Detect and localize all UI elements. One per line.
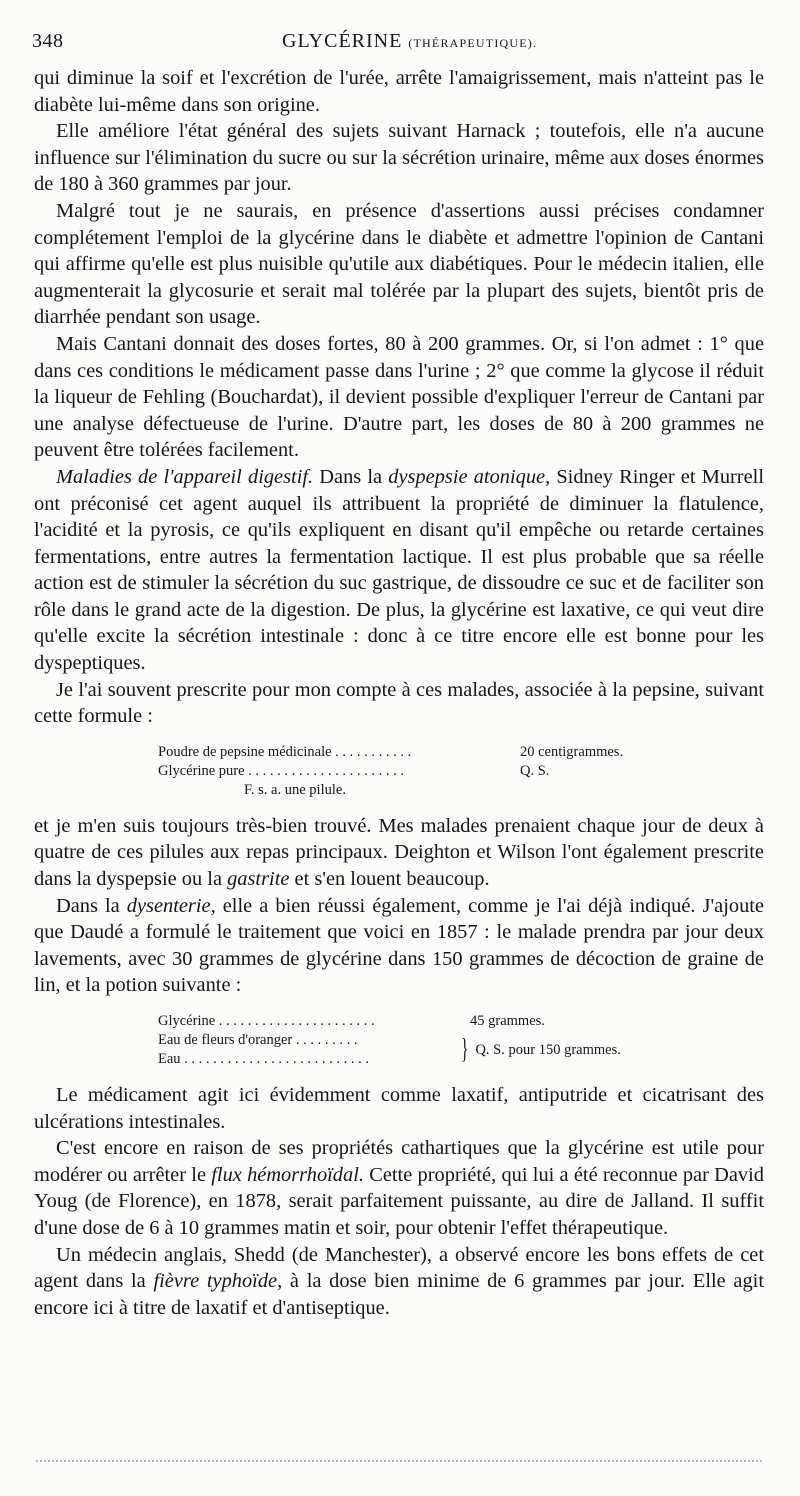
paragraph-10 bbox=[34, 1135, 764, 1241]
formula-brace-group bbox=[158, 1031, 758, 1069]
paragraph-6: Je l'ai souvent prescrite pour mon compte à ces malades, associée à la pepsine, suivant cette formule : bbox=[34, 678, 764, 728]
formula-ingredient: Glycérine . . . . . . . . . . . . . . . . . . . . . . bbox=[158, 1013, 375, 1029]
paragraph-8 bbox=[34, 893, 764, 999]
paragraph-8-text-a: Dans la bbox=[56, 894, 127, 917]
paragraph-11-text-a: Un médecin anglais, Shedd (de Manchester), a observé encore les bons effets de cet agent dans la bbox=[34, 1243, 764, 1293]
term-dysenterie: dysenterie, bbox=[126, 894, 216, 917]
paragraph-4: Mais Cantani donnait des doses fortes, 80 à 200 grammes. Or, si l'on admet : 1° que dans ces conditions le médicament passe dans l'urine ; 2° que comme la glycose il réduit la liqueur de Fehling (Bouchardat), il devient possible d'expliquer l'erreur de Cantani par une analyse défectueuse de l'urine. D'autre part, les doses de 80 à 200 grammes ne peuvent être tolérées facilement. bbox=[34, 332, 764, 462]
page-body bbox=[34, 65, 764, 1321]
paragraph-11 bbox=[34, 1242, 764, 1322]
formula-row bbox=[158, 1012, 758, 1031]
paragraph-3: Malgré tout je ne saurais, en présence d'assertions aussi précises condamner complétement l'emploi de la glycérine dans le diabète et admettre l'opinion de Cantani qui affirme qu'elle est plus nuisible qu'utile aux diabétiques. Pour le médecin italien, elle augmenterait la glycosurie et serait mal tolérée par la plupart des sujets, bientôt pris de diarrhée pendant son usage. bbox=[34, 199, 764, 329]
formula-quantity: 45 grammes. bbox=[470, 1013, 545, 1029]
formula-ingredient: Eau . . . . . . . . . . . . . . . . . . . . . . . . . . bbox=[158, 1051, 370, 1067]
bleed-through-rule bbox=[36, 1460, 762, 1462]
formula-row bbox=[158, 743, 758, 762]
paragraph-7-text-b: et s'en louent beaucoup. bbox=[289, 868, 490, 891]
formula-ingredient: Glycérine pure . . . . . . . . . . . . . . . . . . . . . . bbox=[158, 762, 405, 779]
paragraph-10-text-b: Cette propriété, qui lui a été reconnue par David Youg (de Florence), en 1878, serait parfaitement puissante, au dire de Jalland. Il suffit d'une dose de 6 à 10 grammes matin et soir, pour obtenir l'effet thérapeutique. bbox=[34, 1163, 764, 1239]
brace-symbol: } bbox=[461, 1034, 469, 1065]
term-dyspepsie: dyspepsie atonique, bbox=[388, 465, 551, 488]
running-title bbox=[282, 30, 537, 53]
paragraph-10-text-a: C'est encore en raison de ses propriétés cathartiques que la glycérine est utile pour modérer ou arrêter le bbox=[34, 1137, 764, 1186]
paragraph-1: qui diminue la soif et l'excrétion de l'urée, arrête l'amaigrissement, mais n'atteint pas le diabète lui-même dans son origine. bbox=[34, 67, 764, 116]
running-title-main: GLYCÉRINE bbox=[282, 30, 403, 52]
formula-quantity: Q. S. pour 150 grammes. bbox=[475, 1041, 621, 1058]
formula-quantity: 20 centigrammes. bbox=[520, 743, 624, 760]
paragraph-9: Le médicament agit ici évidemment comme laxatif, antiputride et cicatrisant des ulcérations intestinales. bbox=[34, 1084, 764, 1133]
formula-row bbox=[158, 762, 758, 781]
running-header bbox=[32, 30, 768, 60]
paragraph-5-text-b: Sidney Ringer et Murrell ont préconisé cet agent auquel ils attribuent la propriété de diminuer la flatulence, l'acidité et la pyrosis, ce qu'ils expliquent en disant qu'il empêche ou retarde certaines fermentations, entre autres la fermentation lactique. Il est plus probable que sa réelle action est de stimuler la sécrétion du suc gastrique, de dissoudre ce suc et de faciliter son rôle dans le grand acte de la digestion. De plus, la glycérine est laxative, ce qui veut dire qu'elle excite la sécrétion intestinale : donc à ce titre encore elle est bonne pour les dyspeptiques. bbox=[34, 465, 764, 675]
term-fievre: fièvre typhoïde, bbox=[153, 1270, 283, 1293]
formula-potion bbox=[158, 1012, 758, 1069]
paragraph-7 bbox=[34, 813, 764, 893]
formula-footer: F. s. a. une pilule. bbox=[244, 781, 346, 798]
formula-ingredient: Eau de fleurs d'oranger . . . . . . . . . bbox=[158, 1032, 358, 1048]
formula-quantity: Q. S. bbox=[520, 762, 550, 779]
paragraph-8-text-b: elle a bien réussi également, comme je l'ai déjà indiqué. J'ajoute que Daudé a formulé le traitement que voici en 1857 : le malade prendra par jour deux lavements, avec 30 grammes de glycérine dans 150 grammes de décoction de graine de lin, et la potion suivante : bbox=[34, 894, 764, 997]
formula-brace-names bbox=[158, 1031, 458, 1069]
running-title-subtitle: (THÉRAPEUTIQUE). bbox=[408, 36, 538, 50]
paragraph-5-text-a: Dans la bbox=[313, 465, 389, 488]
page-number: 348 bbox=[32, 30, 64, 52]
section-lead: Maladies de l'appareil digestif. bbox=[56, 465, 314, 488]
paragraph-11-text-b: à la dose bien minime de 6 grammes par jour. Elle agit encore ici à titre de laxatif et d'antiseptique. bbox=[34, 1270, 765, 1319]
formula-pepsine bbox=[158, 743, 758, 800]
paragraph-5 bbox=[34, 464, 764, 677]
paragraph-2: Elle améliore l'état général des sujets suivant Harnack ; toutefois, elle n'a aucune influence sur l'élimination du sucre ou sur la sécrétion urinaire, même aux doses énormes de 180 à 360 grammes par jour. bbox=[34, 120, 764, 196]
paragraph-7-text-a: et je m'en suis toujours très-bien trouvé. Mes malades prenaient chaque jour de deux à quatre de ces pilules aux repas principaux. Deighton et Wilson l'ont également prescrite dans la dyspepsie ou la bbox=[34, 814, 764, 891]
term-gastrite: gastrite bbox=[227, 868, 290, 891]
term-flux: flux hémorrhoïdal. bbox=[211, 1163, 364, 1186]
formula-ingredient: Poudre de pepsine médicinale . . . . . . . . . . . bbox=[158, 743, 412, 760]
